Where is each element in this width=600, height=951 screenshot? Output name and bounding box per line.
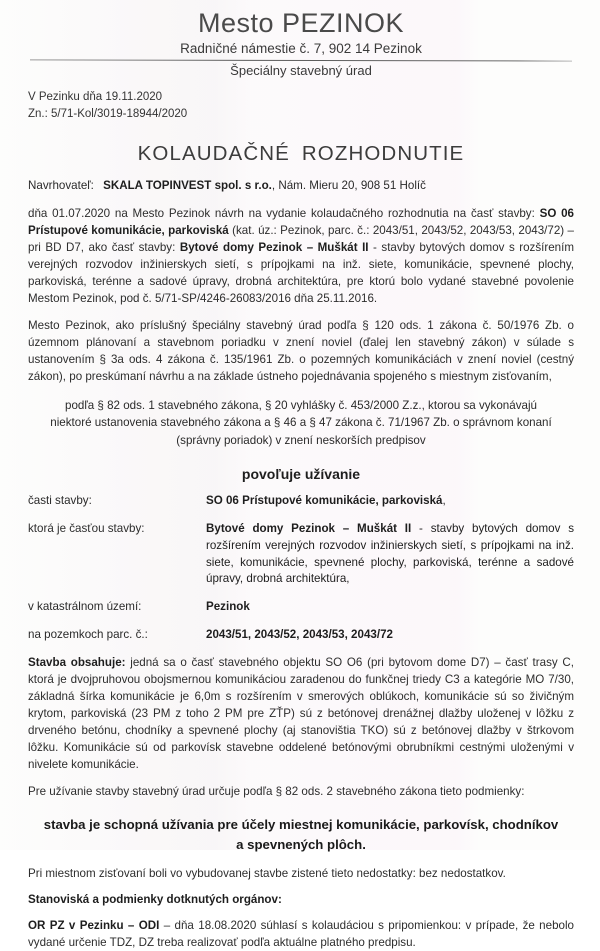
field-label-3: na pozemkoch parc. č.:: [28, 627, 148, 641]
construction-content-label: Stavba obsahuje:: [28, 655, 126, 669]
authority-item-1: [28, 917, 574, 951]
intro-p3-line-3: (správny poriadok) v znení neskorších predpisov: [176, 433, 426, 447]
intro-p1-segment-a: dňa 01.07.2020 na Mesto Pezinok návrh na vydanie kolaudačného rozhodnutia na časť stavby:: [28, 206, 540, 220]
construction-content-text: jedná sa o časť stavebného objektu SO O6 (pri bytovom dome D7) – časť trasy C, ktorá je dvojpruhovou obojsmernou komunikáciou zaradenou do funkčnej triedy C3 a kategórie MO 7/30, základná šírka komunikácie je 6,0m s rozšírením v smerových oblúkoch, komunikácie sú so živičným krytom, parkoviská (23 PM z toho 2 PM pre ZŤP) sú z betónovej drenážnej dlažby uloženej v lôžku z drveného betónu, chodníky a spevnené plochy (aj stanovištia TKO) sú z betónovej dlažby v štrkovom lôžku. Komunikácie sú od parkovísk stavebne oddelené betónovými obrubníkmi cestnými uloženými v nivelete komunikácie.: [28, 655, 575, 771]
applicant-name: SKALA TOPINVEST spol. s r.o.: [103, 178, 272, 192]
intro-p3-line-1: podľa § 82 ods. 1 stavebného zákona, § 20 vyhlášky č. 453/2000 Z.z., ktorou sa vykonávajú: [65, 399, 537, 412]
defects-statement: Pri miestnom zisťovaní boli vo vybudovanej stavbe zistené tieto nedostatky: bez nedostatkov.: [28, 866, 506, 880]
intro-paragraph-1: [28, 205, 574, 307]
letterhead: [28, 8, 574, 78]
intro-paragraph-2: Mesto Pezinok, ako príslušný špeciálny stavebný úrad podľa § 120 ods. 1 zákona č. 50/1976 Zb. o územnom plánovaní a stavebnom poriadku v znení noviel (ďalej len stavebný zákon) v súlade s ustanovením § 3a ods. 4 zákona č. 135/1961 Zb. o pozemných komunikáciách v znení noviel (cestný zákon), po preskúmaní návrhu a na základe ústneho pojednávania spojeného s miestnym zisťovaním,: [28, 318, 574, 383]
page-title-word-1: KOLAUDAČNÉ: [137, 141, 290, 165]
verdict-heading: povoľuje užívanie: [241, 466, 361, 483]
document-meta: [28, 89, 574, 122]
place-and-date: V Pezinku dňa 19.11.2020: [28, 91, 163, 104]
authority-item-1-text: – dňa 18.08.2020 súhlasí s kolaudáciou s pripomienkou: v prípade, že nebolo vydané určenie TDZ, DZ treba realizovať podľa aktuálne platného predpisu.: [28, 918, 574, 949]
authority-item-1-name: OR PZ v Pezinku – ODI: [28, 918, 160, 932]
applicant-label: Navrhovateľ:: [28, 178, 94, 192]
field-row-0: [28, 493, 574, 510]
organization-address: Radničné námestie č. 7, 902 14 Pezinok: [180, 41, 422, 57]
field-tail-0: ,: [442, 494, 446, 508]
field-label-2: v katastrálnom území:: [28, 600, 142, 614]
reference-number: Zn.: 5/71-Kol/3019-18944/2020: [28, 107, 188, 120]
intro-p1-segment-c: (kat. úz.: Pezinok, parc. č.: 2043/51, 2043/52, 2043/53, 2043/72) – pri BD D7, ako časť stavby:: [28, 223, 574, 254]
field-label-0: časti stavby:: [28, 494, 92, 508]
intro-p1-bold-muskat: Bytové domy Pezinok – Muškát II: [179, 240, 369, 254]
field-value-3: 2043/51, 2043/52, 2043/53, 2043/72: [206, 627, 393, 641]
organization-department: Špeciálny stavebný úrad: [230, 63, 372, 79]
field-tail-1: - stavby bytových domov s rozšírením verejných rozvodov inžinierskych sietí, s prípojkami na inž. siete, komunikácie, spevnené plochy, parkoviská, terénne a sadové úpravy, drobná architektúra,: [206, 521, 574, 586]
conditions-emphasis-line-1: stavba je schopná užívania pre účely miestnej komunikácie, parkovísk, chodníkov: [43, 817, 559, 832]
field-row-1: [28, 521, 574, 588]
field-value-1: Bytové domy Pezinok – Muškát II: [206, 521, 412, 535]
conditions-lead: Pre užívanie stavby stavebný úrad určuje podľa § 82 ods. 2 stavebného zákona tieto podmienky:: [28, 784, 525, 798]
intro-p1-bold-so06: SO 06 Prístupové komunikácie, parkoviská: [28, 206, 574, 237]
field-label-1: ktorá je časťou stavby:: [28, 521, 145, 535]
header-divider: [30, 60, 572, 62]
authorities-heading-text: Stanoviská a podmienky dotknutých orgánov:: [28, 892, 282, 906]
intro-paragraph-3: [28, 397, 574, 449]
field-value-wrap-1: [206, 521, 574, 588]
applicant-row: [28, 178, 574, 195]
authorities-heading: [28, 891, 574, 908]
conditions-emphasis: [28, 815, 574, 855]
field-value-0: SO 06 Prístupové komunikácie, parkoviská: [206, 494, 443, 508]
intro-p3-line-2: niektoré ustanovenia stavebného zákona a § 46 a § 47 zákona č. 71/1967 Zb. o správnom konaní: [50, 416, 552, 430]
field-value-2: Pezinok: [206, 600, 250, 614]
page-title: [28, 142, 574, 166]
applicant-address: , Nám. Mieru 20, 908 51 Holíč: [271, 178, 426, 192]
field-row-2: [28, 599, 574, 616]
intro-p1-segment-d: - stavby bytových domov s rozšírením verejných rozvodov inžinierskych sietí, s prípojkami na inž. siete, komunikácie, spevnené plochy, parkoviská, terénne a sadové úpravy, drobná architektúra, pre ktorú bolo vydané stavebné povolenie Mestom Pezinok, pod č. 5/71-SP/4246-26083/2016 dňa 25.11.2016.: [28, 240, 574, 305]
conditions-emphasis-line-2: a spevnených plôch.: [236, 836, 366, 852]
page-title-word-2: ROZHODNUTIE: [301, 141, 465, 165]
field-row-3: [28, 627, 574, 644]
construction-content-paragraph: [28, 654, 574, 773]
organization-title: Mesto PEZINOK: [197, 8, 405, 38]
